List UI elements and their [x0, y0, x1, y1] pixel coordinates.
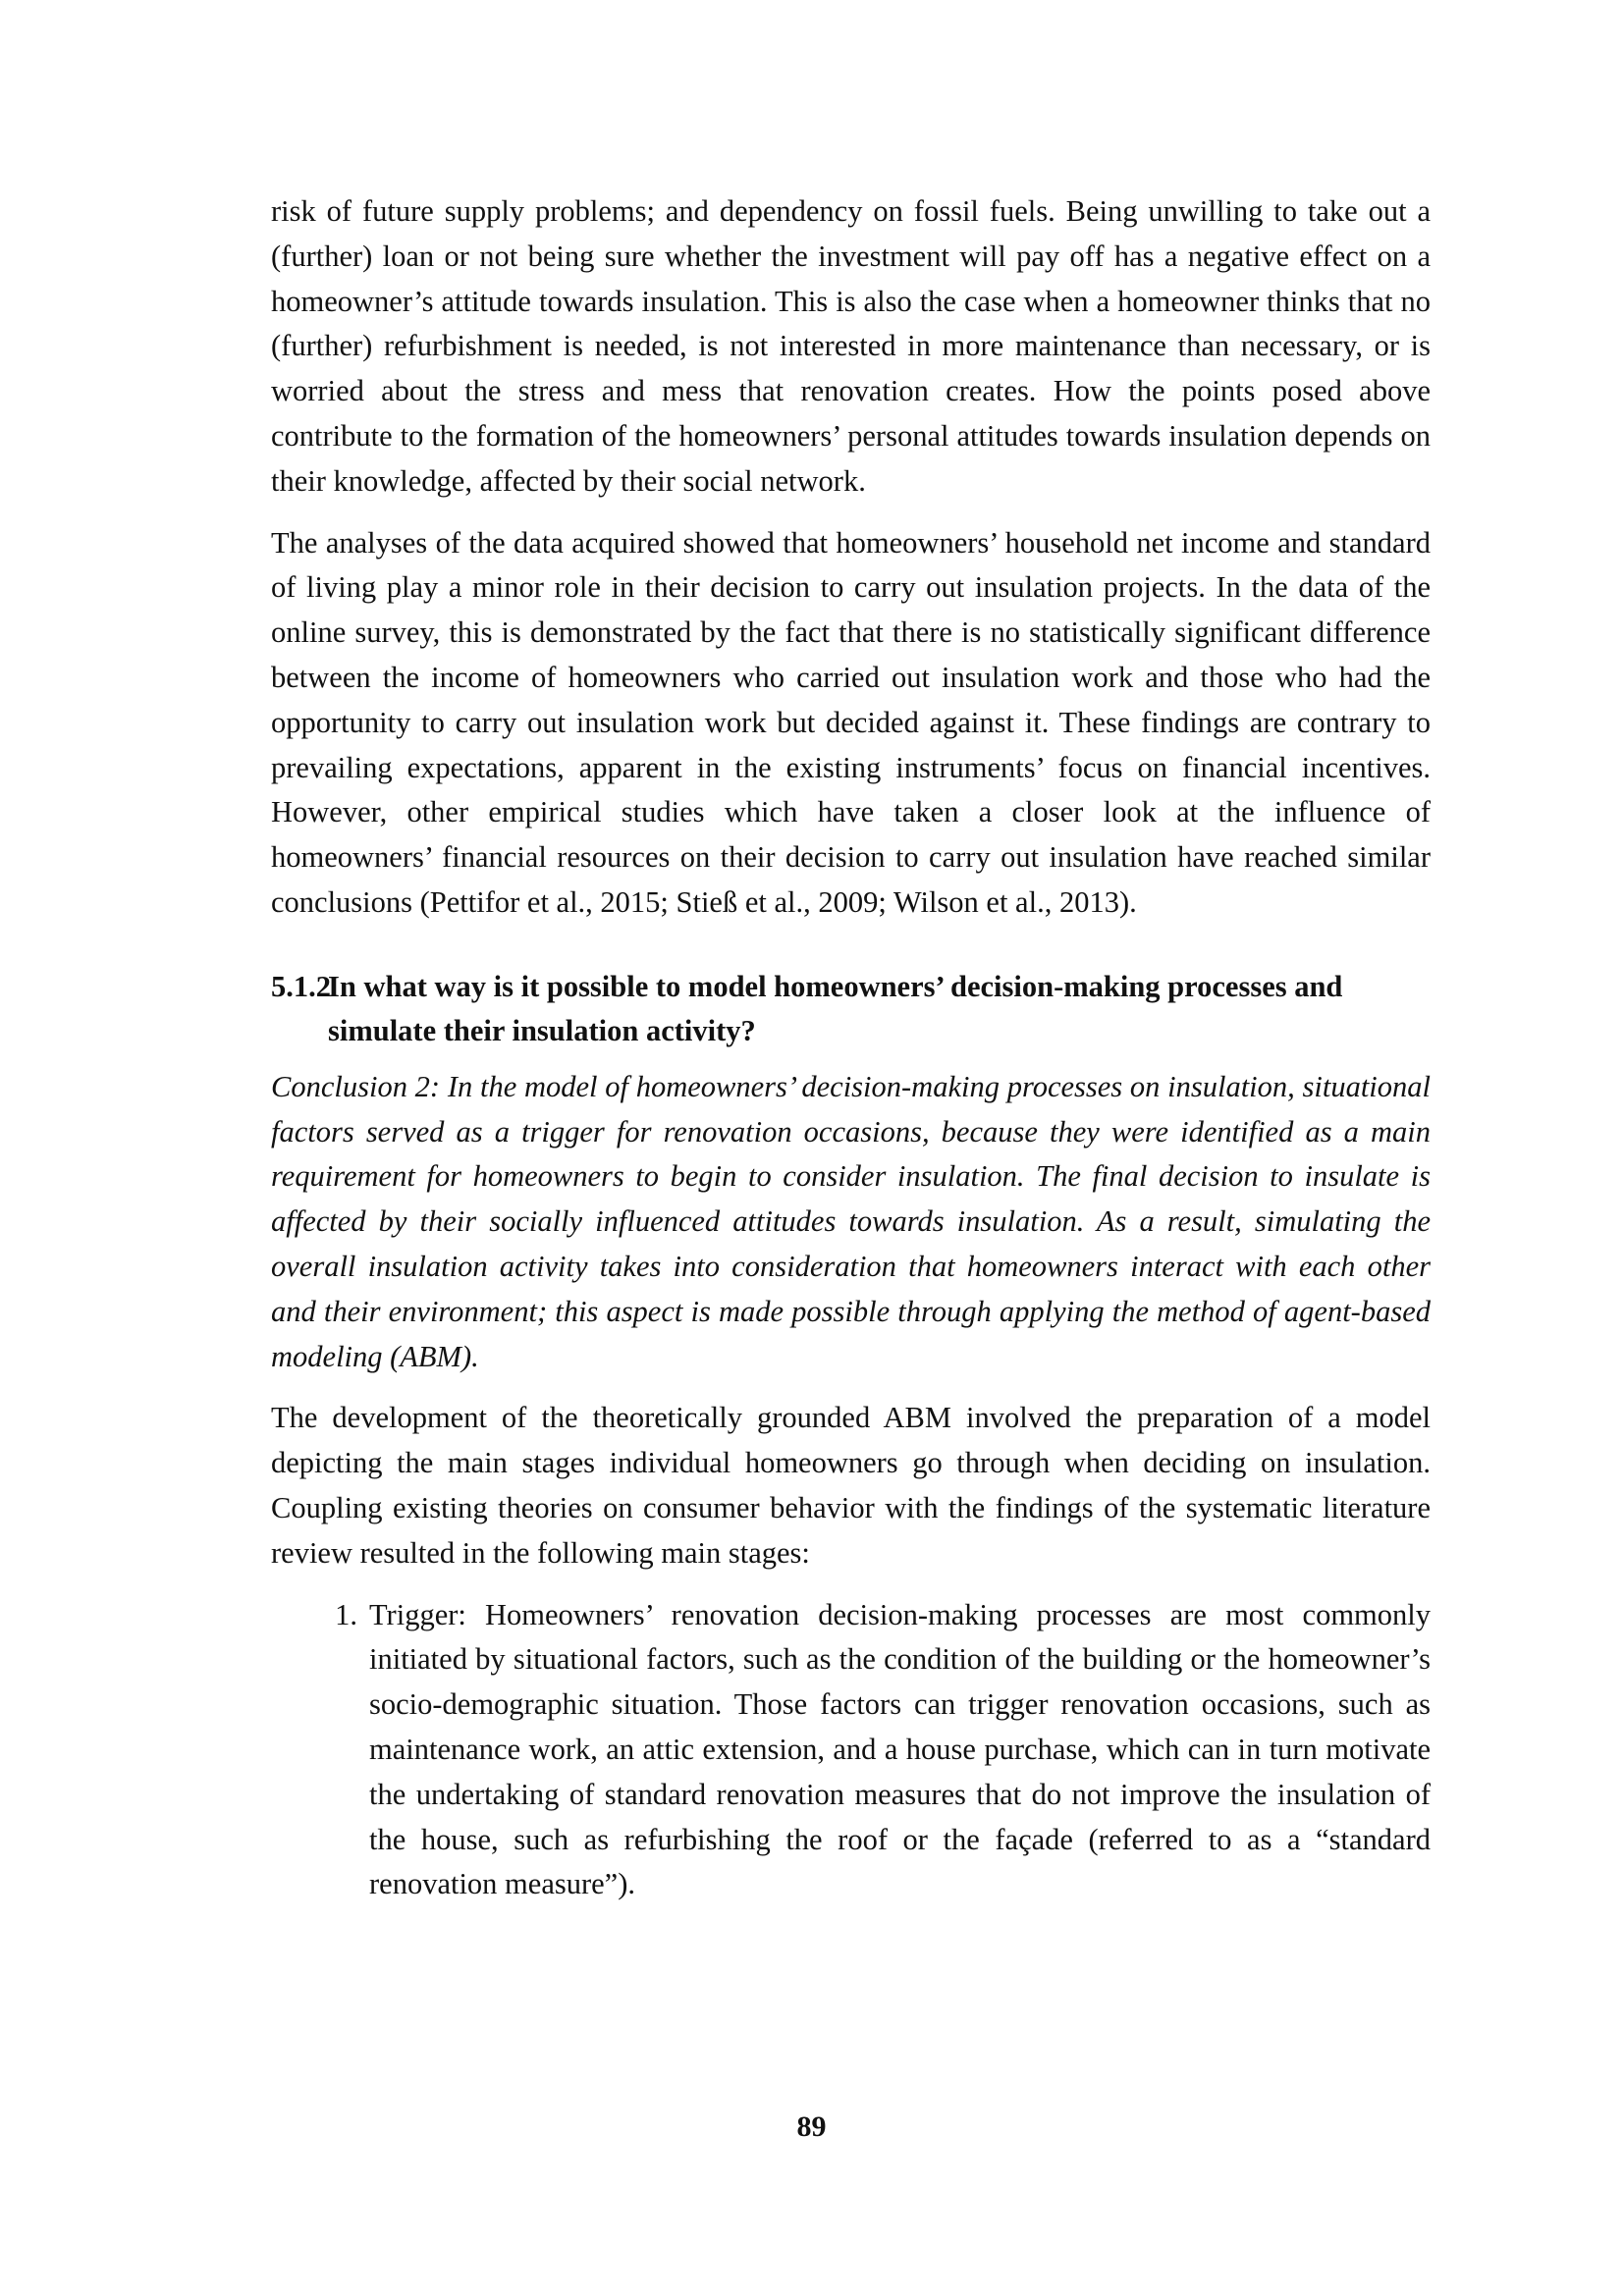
paragraph-income-findings: The analyses of the data acquired showed that homeowners’ household net income and standard of living play a minor role in their decision to carry out insulation projects. In the data of the online survey, this is demonstrated by the fact that there is no statistically significant difference between the income of homeowners who carried out insulation work and those who had the opportunity to carry out insulation work but decided against it. These findings are contrary to prevailing expectations, apparent in the existing instruments’ focus on financial incentives. However, other empirical studies which have taken a closer look at the influence of homeowners’ financial resources on their decision to carry out insulation have reached similar conclusions (Pettifor et al., 2015; Stieß et al., 2009; Wilson et al., 2013). — [271, 525, 1431, 919]
list-item — [271, 1593, 1431, 1908]
stages-list — [271, 1593, 1431, 1908]
paragraph-abm-development: The development of the theoretically grounded ABM involved the preparation of a model depicting the main stages individual homeowners go through when deciding on insulation. Coupling existing theories on consumer behavior with the findings of the systematic literature review resulted in the following main stages: — [271, 1401, 1431, 1570]
section-heading — [271, 965, 1431, 1053]
list-marker: 1. — [335, 1597, 357, 1631]
section-title: In what way is it possible to model homeowners’ decision-making processes and simulate their insulation activity? — [328, 969, 1343, 1047]
page-number: 89 — [796, 2110, 827, 2143]
conclusion-statement: Conclusion 2: In the model of homeowners’ decision-making processes on insulation, situational factors served as a trigger for renovation occasions, because they were identified as a main requirement for homeowners to begin to consider insulation. The final decision to insulate is affected by their socially influenced attitudes towards insulation. As a result, simulating the overall insulation activity takes into consideration that homeowners interact with each other and their environment; this aspect is made possible through applying the method of agent-based modeling (ABM). — [271, 1069, 1431, 1373]
list-item-text: Trigger: Homeowners’ renovation decision-making processes are most commonly initiated by situational factors, such as the condition of the building or the homeowner’s socio-demographic situation. Those factors can trigger renovation occasions, such as maintenance work, an attic extension, and a house purchase, which can in turn motivate the undertaking of standard renovation measures that do not improve the insulation of the house, such as refurbishing the roof or the façade (referred to as a “standard renovation measure”). — [369, 1597, 1431, 1901]
page-body — [271, 189, 1431, 1907]
section-number: 5.1.2 — [271, 969, 331, 1003]
paragraph-attitudes: risk of future supply problems; and dependency on fossil fuels. Being unwilling to take out a (further) loan or not being sure whether the investment will pay off has a negative effect on a homeowner’s attitude towards insulation. This is also the case when a homeowner thinks that no (further) refurbishment is needed, is not interested in more maintenance than necessary, or is worried about the stress and mess that renovation creates. How the points posed above contribute to the formation of the homeowners’ personal attitudes towards insulation depends on their knowledge, affected by their social network. — [271, 194, 1431, 498]
